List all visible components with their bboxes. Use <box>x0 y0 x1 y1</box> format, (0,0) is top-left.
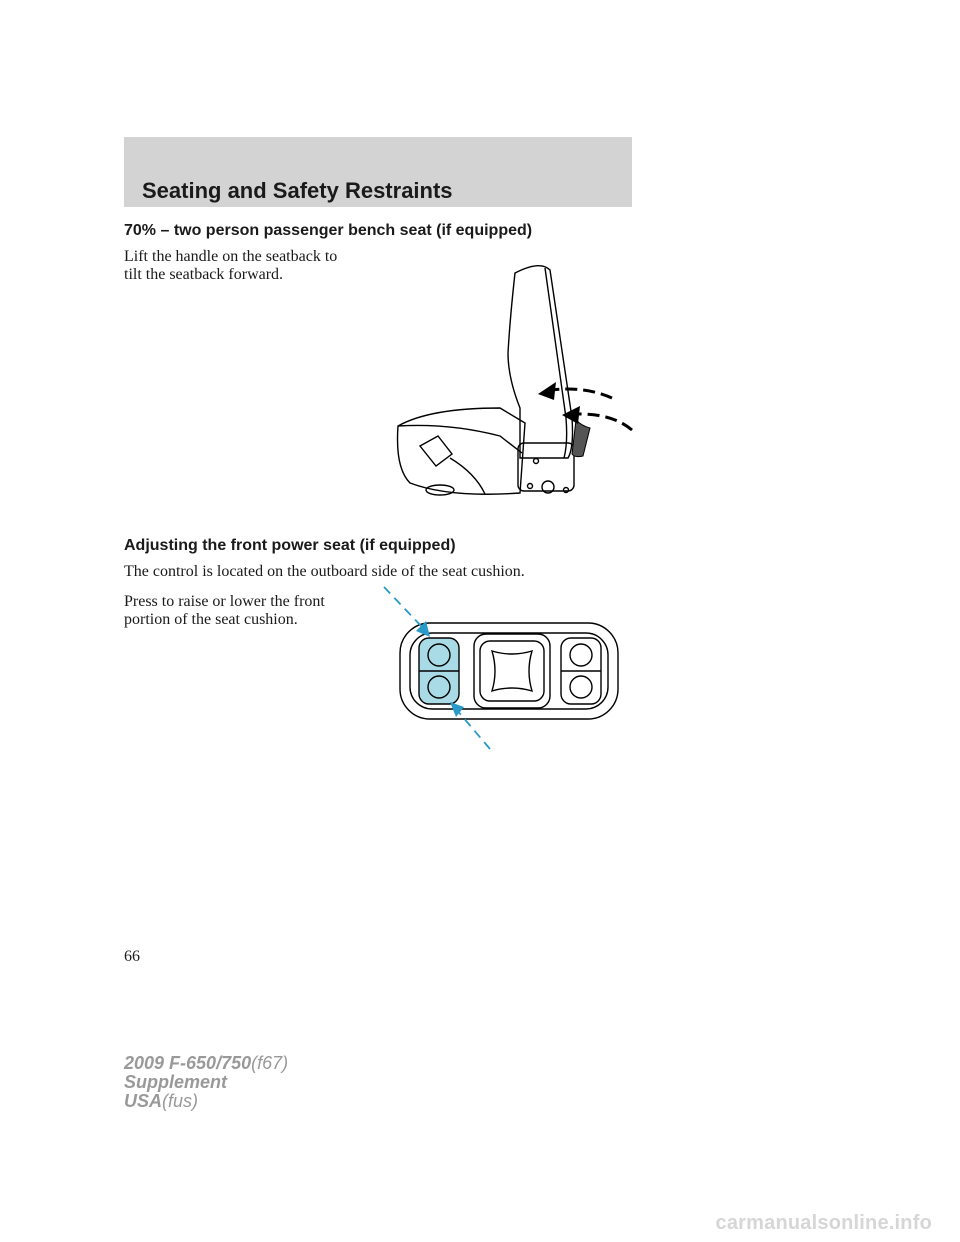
footer-model-code: (f67) <box>251 1053 289 1073</box>
seat-belt-strap <box>450 458 485 494</box>
seat-belt-buckle <box>420 436 452 466</box>
paragraph-control-location: The control is located on the outboard side of the seat cushion. <box>124 563 525 580</box>
footer-model-line <box>124 1054 288 1073</box>
tilt-arrow-outer-head <box>538 382 556 400</box>
paragraph-lift-handle <box>124 248 337 284</box>
text-line: portion of the seat cushion. <box>124 611 298 628</box>
section-heading-bench-seat: 70% – two person passenger bench seat (if equipped) <box>124 222 533 239</box>
center-switch-outer <box>474 634 550 708</box>
seat-cushion <box>398 408 526 494</box>
pointer-line-up <box>384 587 424 629</box>
center-switch-knob <box>492 651 532 691</box>
text-line: Lift the handle on the seatback to <box>124 248 338 265</box>
seatback-outline <box>508 266 573 458</box>
power-seat-control-illustration <box>380 585 630 755</box>
paragraph-press-raise <box>124 593 325 629</box>
cushion-crease <box>398 425 522 453</box>
footer-market: USA <box>124 1091 163 1111</box>
footer-model: 2009 F-650/750 <box>124 1053 252 1073</box>
text-line: Press to raise or lower the front <box>124 593 325 610</box>
seat-tilt-illustration <box>390 258 640 503</box>
pointer-line-down <box>456 709 490 749</box>
footer-market-line <box>124 1092 288 1111</box>
tilt-arrow-outer <box>550 389 612 398</box>
seat-foot <box>426 485 454 495</box>
seatback-handle <box>572 420 590 457</box>
watermark: carmanualsonline.info <box>715 1212 932 1234</box>
center-switch-inner <box>480 641 544 701</box>
page-number: 66 <box>124 948 140 965</box>
text-line: tilt the seatback forward. <box>124 266 284 283</box>
footer-market-code: (fus) <box>162 1091 199 1111</box>
page-title: Seating and Safety Restraints <box>142 178 453 203</box>
footer <box>124 1054 288 1111</box>
section-heading-power-seat: Adjusting the front power seat (if equipped) <box>124 537 456 554</box>
footer-supplement: Supplement <box>124 1072 228 1092</box>
